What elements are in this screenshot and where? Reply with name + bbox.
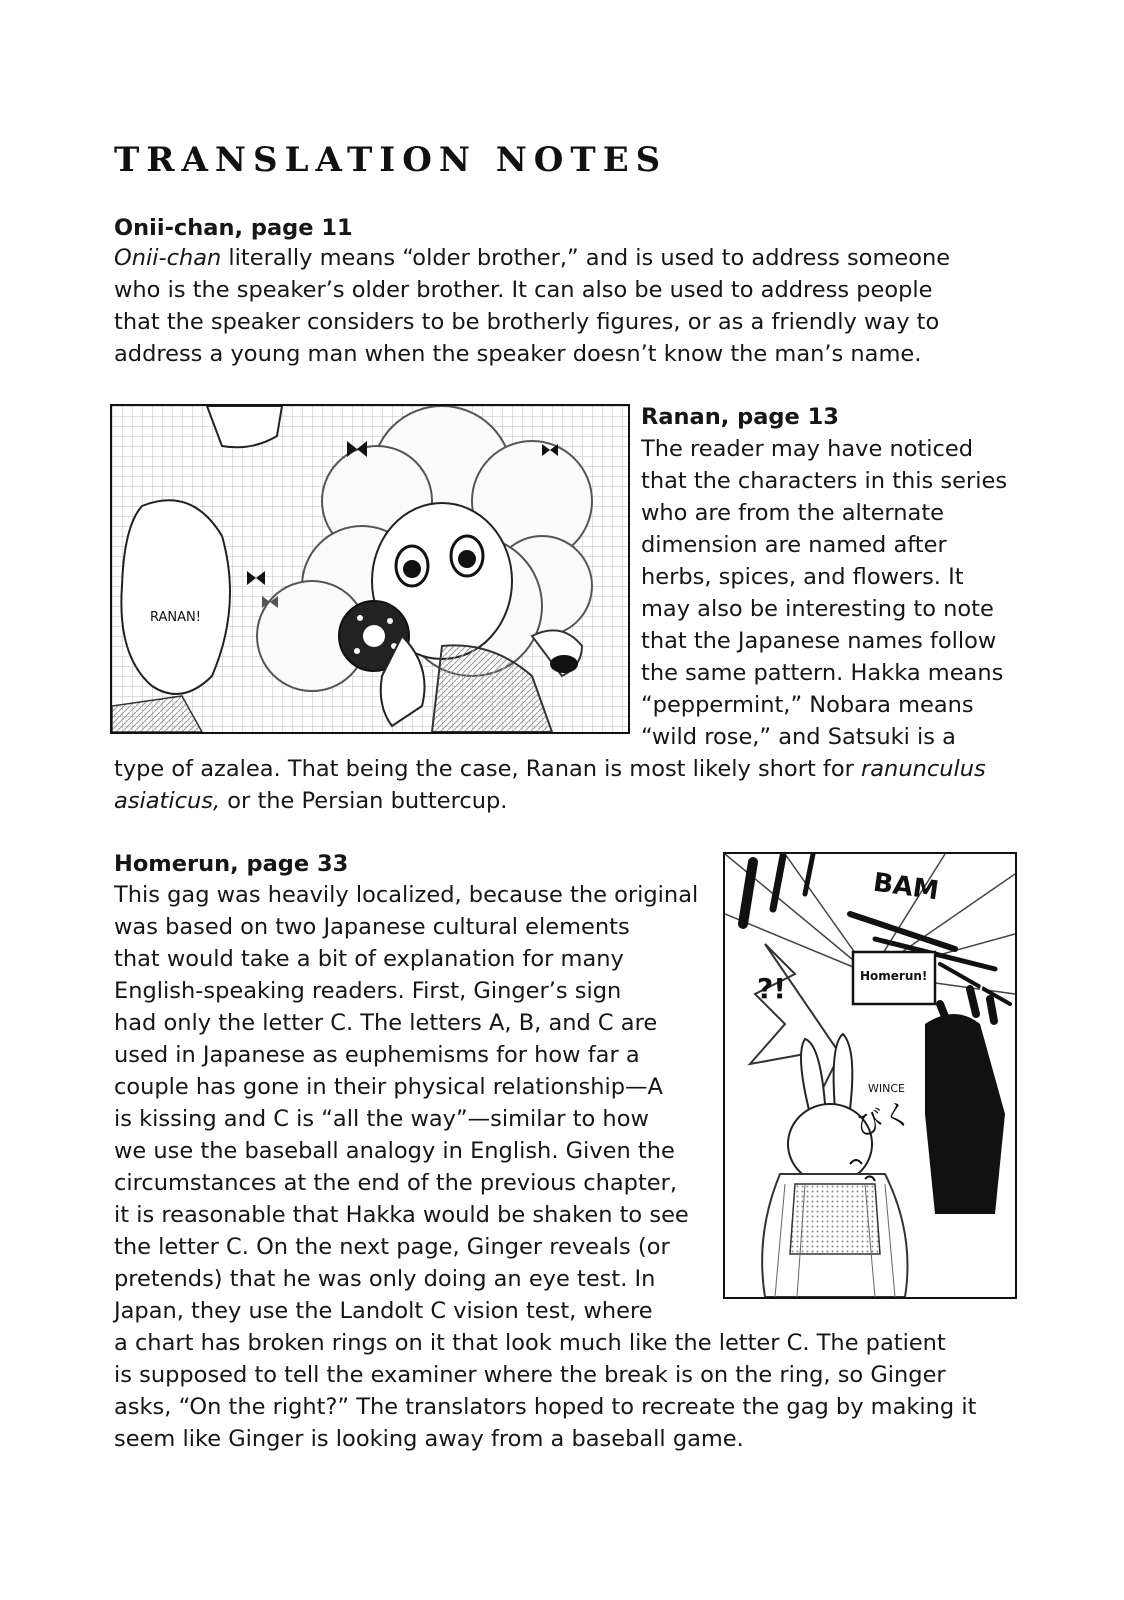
- note-line: herbs, spices, and flowers. It: [641, 564, 964, 590]
- note-line: The reader may have noticed: [641, 436, 974, 462]
- note-line: the same pattern. Hakka means: [641, 660, 1004, 686]
- note-line: English-speaking readers. First, Ginger’s sign: [114, 978, 622, 1004]
- note-line: that the speaker considers to be brotherly figures, or as a friendly way to: [114, 309, 940, 335]
- sfx-wince: WINCE: [868, 1082, 905, 1095]
- note-line: seem like Ginger is looking away from a baseball game.: [114, 1426, 744, 1452]
- note-line: it is reasonable that Hakka would be shaken to see: [114, 1202, 689, 1228]
- speech-bubble-ranan: RANAN!: [150, 610, 201, 625]
- term-onii-chan: Onii-chan: [114, 245, 222, 271]
- note-heading-homerun: Homerun, page 33: [114, 851, 349, 877]
- note-line: This gag was heavily localized, because the original: [114, 882, 699, 908]
- note-line: asiaticus, or the Persian buttercup.: [114, 788, 508, 814]
- note-line: is supposed to tell the examiner where the break is on the ring, so Ginger: [114, 1362, 946, 1388]
- note-line: that the characters in this series: [641, 468, 1008, 494]
- note-line: who is the speaker’s older brother. It can also be used to address people: [114, 277, 933, 303]
- note-line: pretends) that he was only doing an eye test. In: [114, 1266, 656, 1292]
- note-heading-onii-chan: Onii-chan, page 11: [114, 215, 353, 241]
- manga-panel-ranan: [110, 404, 630, 734]
- ranan-illustration: [112, 406, 628, 732]
- note-line: the letter C. On the next page, Ginger reveals (or: [114, 1234, 670, 1260]
- note-line: that would take a bit of explanation for many: [114, 946, 624, 972]
- page-title: TRANSLATION NOTES: [114, 140, 668, 180]
- note-line: Onii-chan literally means “older brother,” and is used to address someone: [114, 245, 951, 271]
- sfx-bam: BAM: [871, 867, 941, 907]
- note-line: was based on two Japanese cultural elements: [114, 914, 630, 940]
- note-line: circumstances at the end of the previous chapter,: [114, 1170, 678, 1196]
- note-line: Japan, they use the Landolt C vision test, where: [114, 1298, 653, 1324]
- manga-panel-homerun: [723, 852, 1017, 1299]
- note-line: “wild rose,” and Satsuki is a: [641, 724, 956, 750]
- sfx-exclaim: ?!: [757, 972, 787, 1005]
- homerun-illustration: [725, 854, 1015, 1297]
- note-line: who are from the alternate: [641, 500, 944, 526]
- homerun-sign: Homerun!: [860, 969, 928, 983]
- note-line: had only the letter C. The letters A, B, and C are: [114, 1010, 658, 1036]
- note-line: “peppermint,” Nobara means: [641, 692, 974, 718]
- sfx-wince-jp: びく: [852, 1096, 915, 1143]
- term-ranunculus: ranunculus: [861, 756, 986, 782]
- note-line: asks, “On the right?” The translators hoped to recreate the gag by making it: [114, 1394, 977, 1420]
- note-line: we use the baseball analogy in English. Given the: [114, 1138, 675, 1164]
- note-line: is kissing and C is “all the way”—similar to how: [114, 1106, 649, 1132]
- note-line: used in Japanese as euphemisms for how far a: [114, 1042, 640, 1068]
- note-line: a chart has broken rings on it that look much like the letter C. The patient: [114, 1330, 946, 1356]
- note-line: dimension are named after: [641, 532, 947, 558]
- note-heading-ranan: Ranan, page 13: [641, 404, 839, 430]
- term-asiaticus: asiaticus,: [114, 788, 221, 814]
- note-line: couple has gone in their physical relationship—A: [114, 1074, 663, 1100]
- note-line: that the Japanese names follow: [641, 628, 997, 654]
- note-line: address a young man when the speaker doesn’t know the man’s name.: [114, 341, 922, 367]
- note-line: type of azalea. That being the case, Ranan is most likely short for ranunculus: [114, 756, 986, 782]
- note-line: may also be interesting to note: [641, 596, 994, 622]
